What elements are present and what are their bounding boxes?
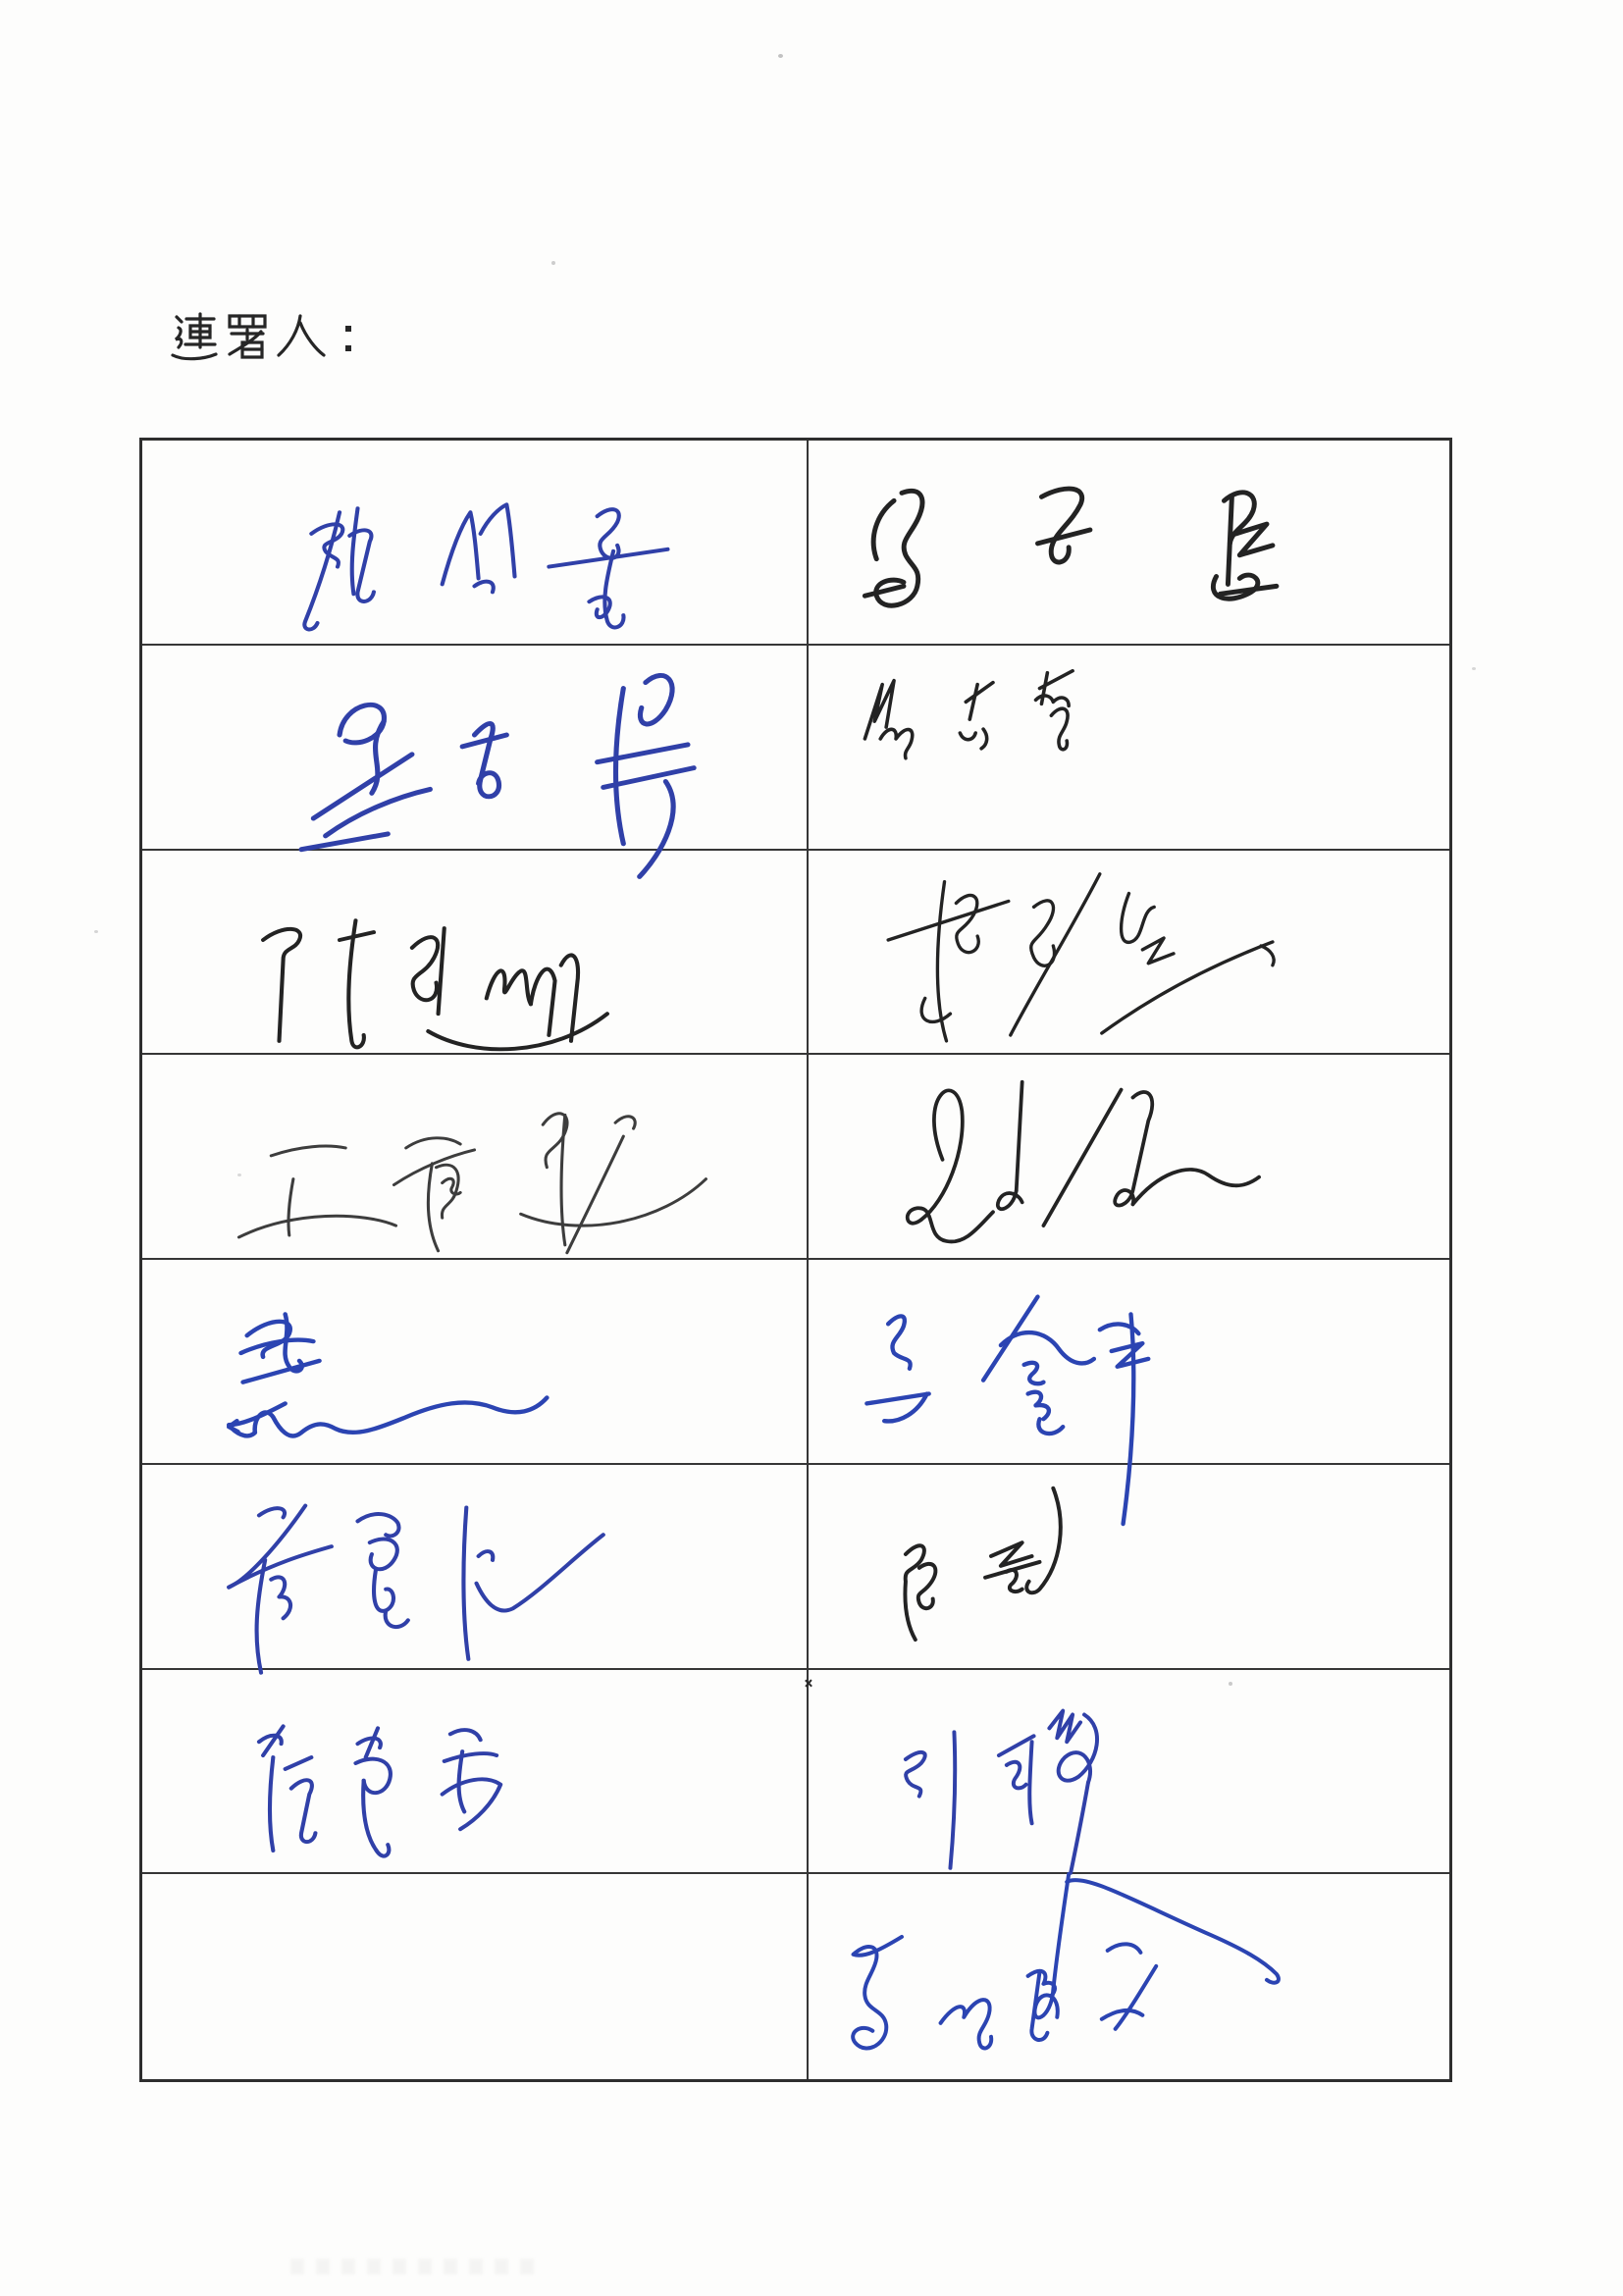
signature-cell-r5-left: [142, 1260, 809, 1465]
signature-cell-r4-right: [809, 1055, 1449, 1260]
signature-r6-left: [142, 1465, 807, 1668]
signature-cell-r8-right: [809, 1874, 1449, 2079]
signature-r2-right: [809, 646, 1449, 849]
signature-r7-right: [809, 1670, 1449, 1873]
scan-speck: [1472, 667, 1476, 670]
signature-r3-right: [809, 851, 1449, 1054]
signature-r6-right: [809, 1465, 1449, 1668]
signature-cell-r6-right: [809, 1465, 1449, 1670]
signature-r5-right: [809, 1260, 1449, 1463]
scan-speck: [1229, 1682, 1232, 1686]
signature-cell-r7-right: [809, 1670, 1449, 1875]
signature-cell-r3-left: [142, 851, 809, 1056]
signature-cell-r3-right: [809, 851, 1449, 1056]
signature-r4-right: [809, 1055, 1449, 1258]
signature-r5-left: [142, 1260, 807, 1463]
scan-speck: [237, 1174, 241, 1176]
signature-r1-right: [809, 441, 1449, 644]
signature-cell-r2-left: [142, 646, 809, 851]
scan-speck: [551, 261, 555, 265]
signature-r4-left: [142, 1055, 807, 1258]
signature-cell-r7-left: [142, 1670, 809, 1875]
signature-cell-r6-left: [142, 1465, 809, 1670]
signature-cell-r1-right: [809, 441, 1449, 646]
signature-r8-right: [809, 1874, 1449, 2079]
bottom-ghost-marks: [290, 2259, 536, 2274]
scan-speck: [94, 930, 98, 933]
signature-cell-r8-left: [142, 1874, 809, 2079]
signature-r7-left: [142, 1670, 807, 1873]
signature-r1-left: [142, 441, 807, 644]
cosigners-caption: [167, 310, 402, 365]
ink-speck-artifact: [804, 1679, 812, 1688]
cosigners-caption-glyphs: [167, 310, 402, 365]
scan-speck: [778, 54, 783, 58]
signature-cell-r4-left: [142, 1055, 809, 1260]
signature-r3-left: [142, 851, 807, 1054]
signature-table: [139, 438, 1452, 2082]
signature-cell-r1-left: [142, 441, 809, 646]
signature-cell-r2-right: [809, 646, 1449, 851]
signature-r2-left: [142, 646, 807, 849]
signature-cell-r5-right: [809, 1260, 1449, 1465]
